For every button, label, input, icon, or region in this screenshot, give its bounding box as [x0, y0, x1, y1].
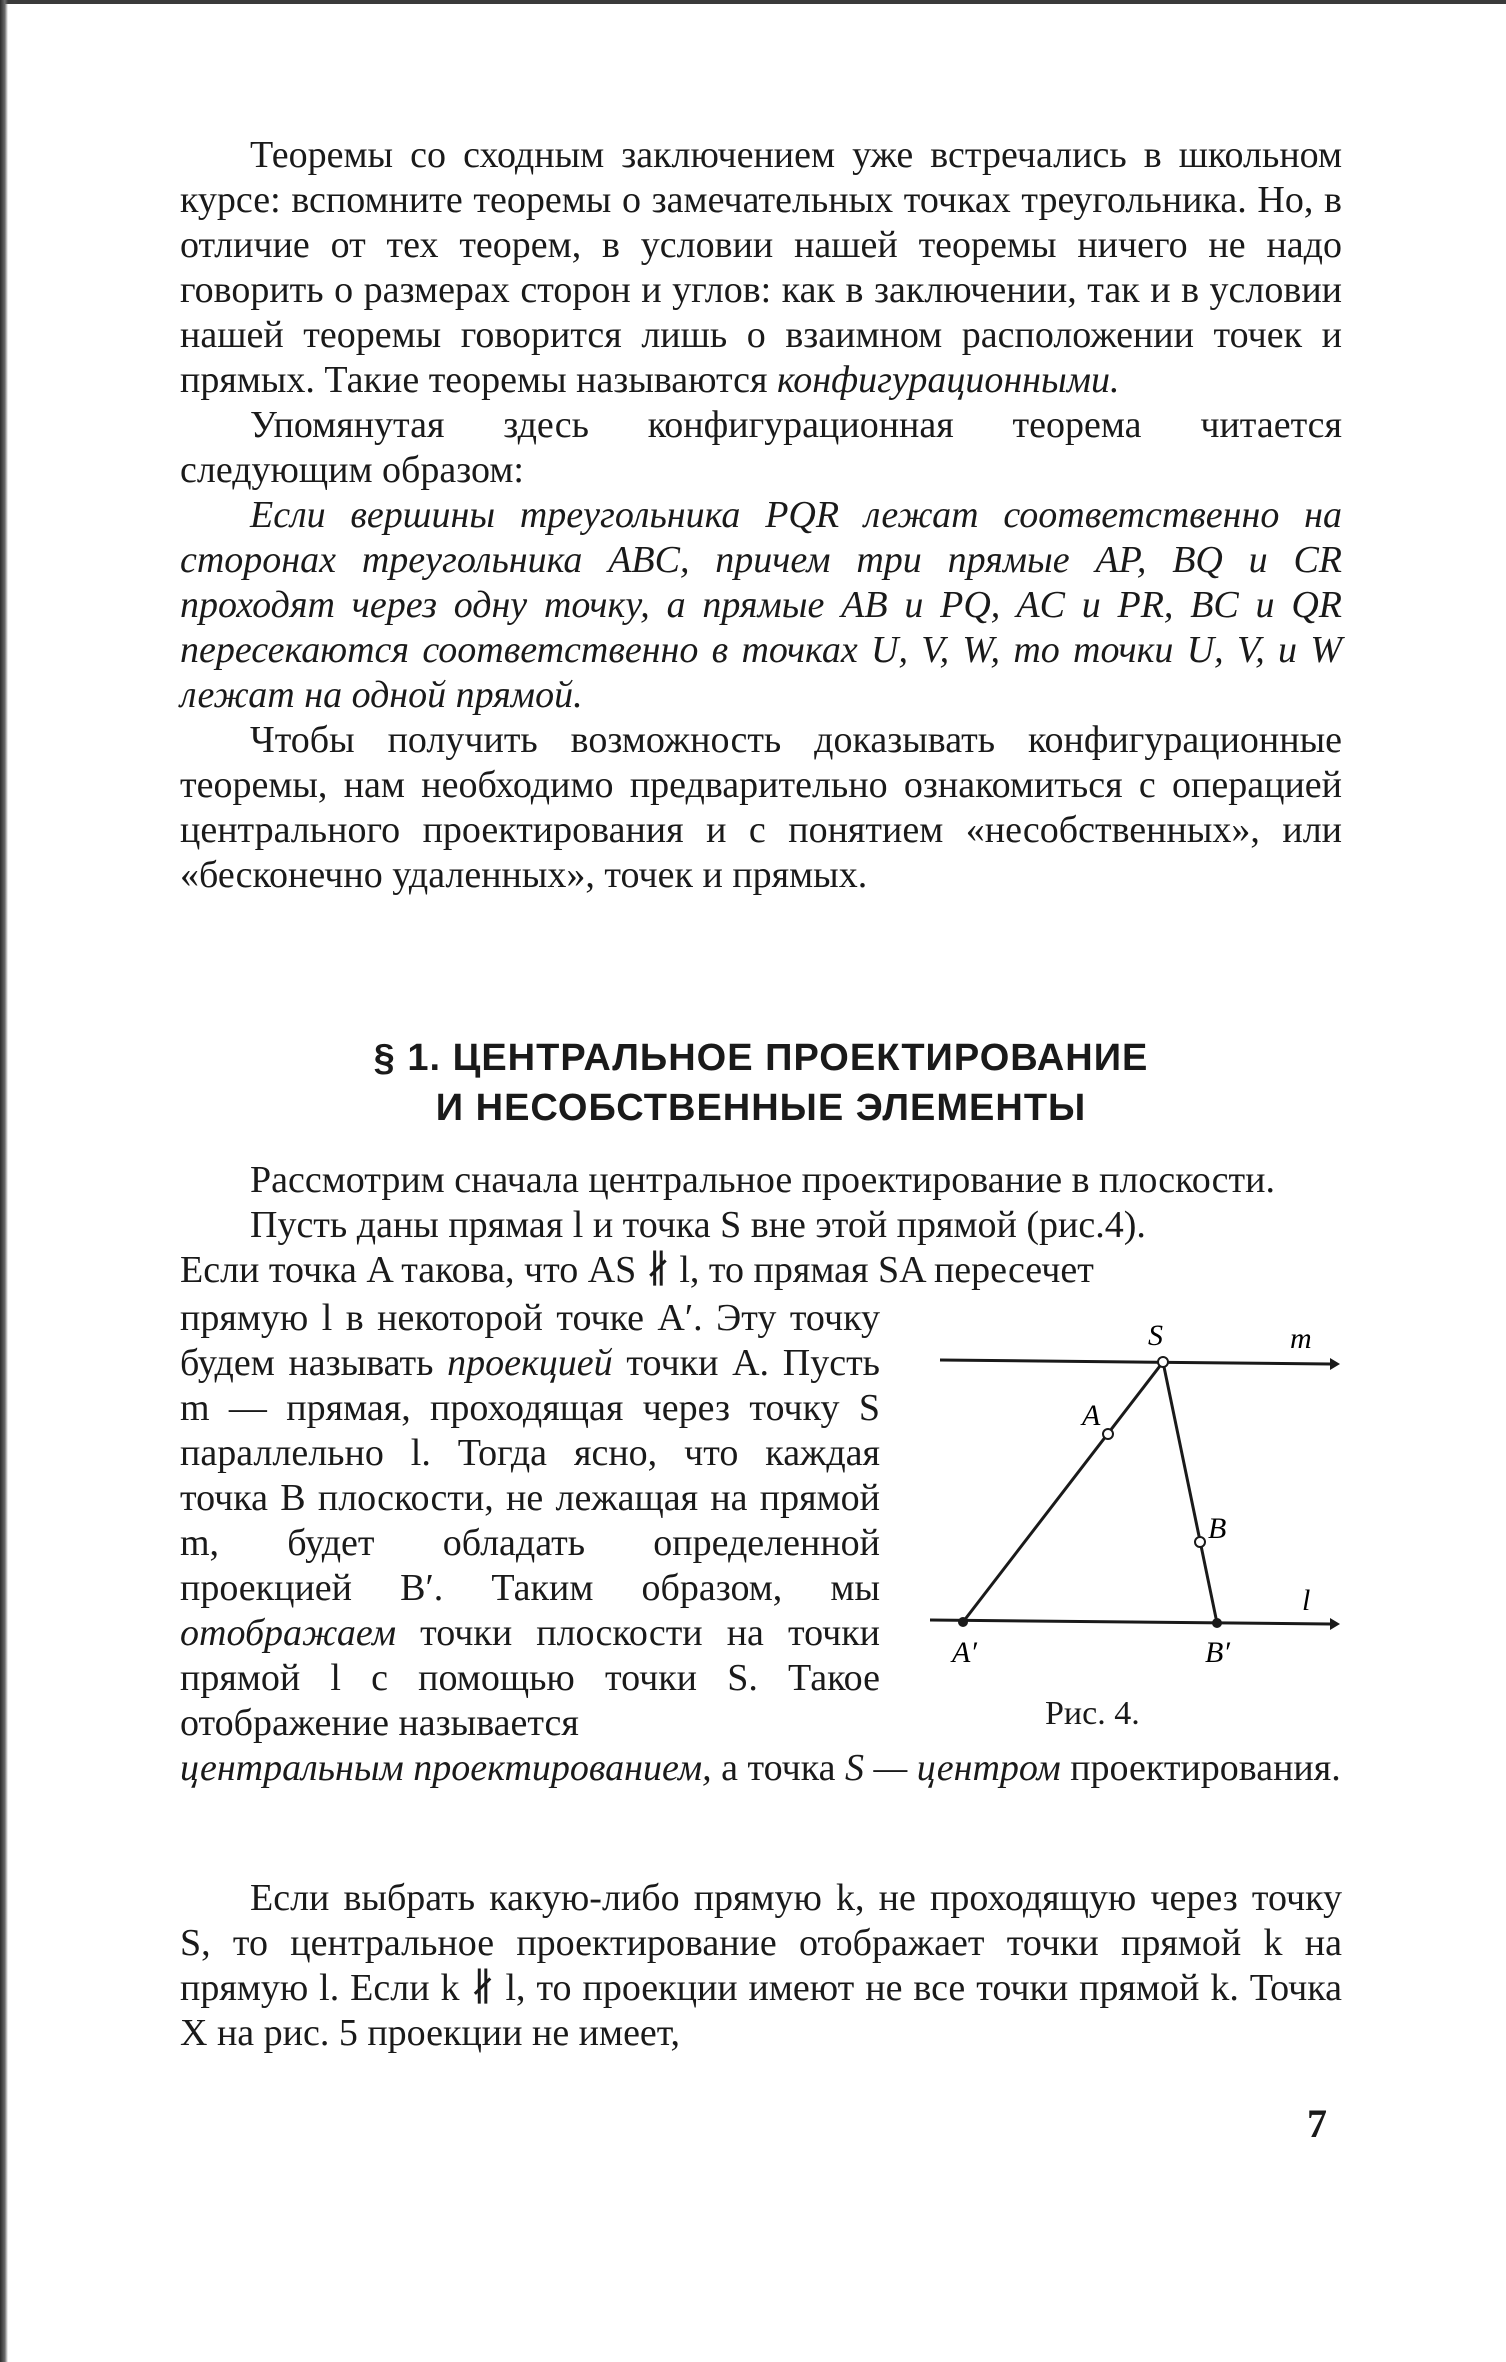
- term-central-projection: центральным проектированием,: [180, 1747, 712, 1789]
- paragraph-3: Чтобы получить возможность доказывать конфигурационные теоремы, нам необходимо предварительно ознакомиться с операцией центрального проектирования и с понятием «несобственных», или «бесконечно удаленных», точек и прямых.: [180, 719, 1342, 896]
- heading-line-1: § 1. ЦЕНТРАЛЬНОЕ ПРОЕКТИРОВАНИЕ: [373, 1037, 1149, 1079]
- line-l: [930, 1620, 1330, 1624]
- label-l: l: [1302, 1584, 1311, 1617]
- paragraph-6-block: [180, 1876, 1342, 2056]
- term-projection: проекцией: [447, 1342, 613, 1384]
- line-s-b-prime: [1163, 1362, 1217, 1623]
- arrow-l-icon: [1330, 1618, 1340, 1630]
- label-a-prime: A′: [952, 1636, 977, 1669]
- point-b-prime: [1212, 1618, 1222, 1628]
- heading-line-2: И НЕСОБСТВЕННЫЕ ЭЛЕМЕНТЫ: [435, 1087, 1087, 1129]
- paragraph-1: Теоремы со сходным заключением уже встречались в школьном курсе: вспомните теоремы о замечательных точках треугольника. Но, в отличие от тех теорем, в условии нашей теоремы ничего не надо говорить о размерах сторон и углов: как в заключении, так и в условии нашей теоремы говорится лишь о взаимном расположении точек и прямых. Такие теоремы называются конфигурационными.: [180, 134, 1342, 401]
- section-heading: [180, 1033, 1342, 1133]
- label-b: B: [1208, 1512, 1227, 1545]
- figure-caption: Рис. 4.: [1045, 1695, 1140, 1732]
- label-a: A: [1082, 1399, 1101, 1432]
- wrapped-continuation: [180, 1746, 1342, 1791]
- label-m: m: [1290, 1322, 1312, 1355]
- continuation-line: центральным проектированием, а точка S — центром проектирования.: [180, 1747, 1341, 1789]
- paragraph-4: Рассмотрим сначала центральное проектирование в плоскости.: [250, 1159, 1275, 1201]
- label-b-prime: B′: [1205, 1636, 1230, 1669]
- scan-edge-top: [0, 0, 1506, 4]
- term-map: отображаем: [180, 1612, 397, 1654]
- label-s: S: [1148, 1319, 1163, 1352]
- paragraph-6: Если выбрать какую-либо прямую k, не проходящую через точку S, то центральное проектирование отображает точки прямой k на прямую l. Если k ∦ l, то проекции имеют не все точки прямой k. Точка X на рис. 5 проекции не имеет,: [180, 1877, 1342, 2054]
- intro-text: [180, 133, 1342, 898]
- arrow-m-icon: [1330, 1358, 1340, 1370]
- term-center: S — центром: [845, 1747, 1061, 1789]
- term-configurational: конфигурационными.: [776, 359, 1120, 401]
- point-b: [1195, 1537, 1205, 1547]
- wrapped-text: [180, 1296, 880, 1746]
- line-m: [940, 1360, 1330, 1364]
- point-a: [1103, 1429, 1113, 1439]
- line-s-a-prime: [963, 1362, 1163, 1622]
- paragraph-5-line-a: Пусть даны прямая l и точка S вне этой прямой (рис.4).: [250, 1204, 1146, 1246]
- paragraph-2: Упомянутая здесь конфигурационная теорема читается следующим образом:: [180, 404, 1342, 491]
- figure-4-diagram: [930, 1300, 1340, 1690]
- point-a-prime: [958, 1617, 968, 1627]
- page-number: 7: [1307, 2101, 1327, 2146]
- point-s: [1158, 1357, 1168, 1367]
- section-intro: [180, 1158, 1342, 1293]
- paragraph-5-line-b: Если точка A такова, что AS ∦ l, то прямая SA пересечет: [180, 1249, 1094, 1291]
- theorem-statement: Если вершины треугольника PQR лежат соответственно на сторонах треугольника ABC, причем три прямые AP, BQ и CR проходят через одну точку, а прямые AB и PQ, AC и PR, BC и QR пересекаются соответственно в точках U, V, W, то точки U, V, и W лежат на одной прямой.: [180, 494, 1342, 716]
- figure-4: [930, 1300, 1340, 1740]
- scan-edge-left: [0, 0, 8, 2362]
- wrapped-paragraph: прямую l в некоторой точке A′. Эту точку будем называть проекцией точки A. Пусть m — прямая, проходящая через точку S параллельно l. Тогда ясно, что каждая точка B плоскости, не лежащая на прямой m, будет обладать определенной проекцией B′. Таким образом, мы отображаем точки плоскости на точки прямой l с помощью точки S. Такое отображение называется: [180, 1297, 880, 1744]
